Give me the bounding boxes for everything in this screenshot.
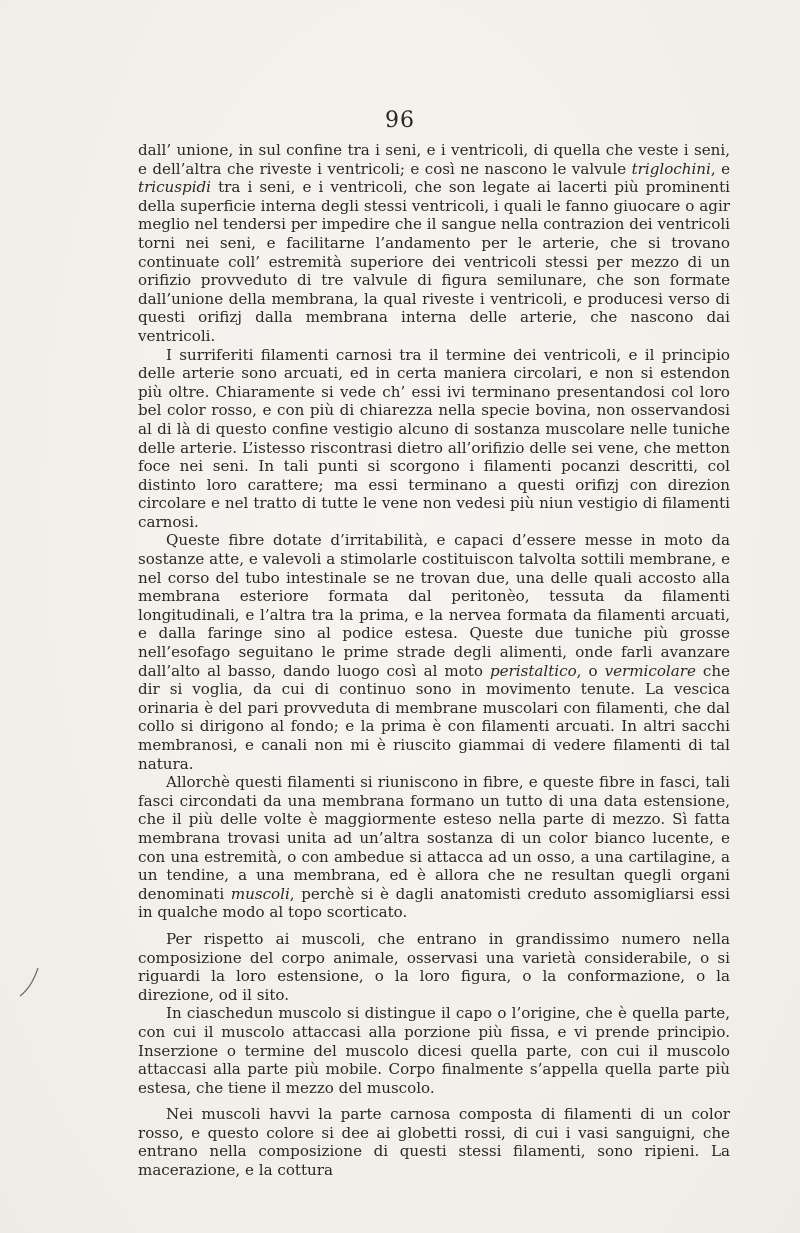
text-run: , e xyxy=(710,159,731,178)
text-run: In ciaschedun muscolo si distingue il capo o l’origine, che è quella parte, con cui il muscolo attaccasi alla porzione più fissa, e vi prende principio. Inserzione o termine del muscolo dicesi quella parte, con cui il muscolo attaccasi alla parte più mobile. Corpo finalmente s’appella quella parte più estesa, che tiene il mezzo del muscolo. xyxy=(138,1004,730,1097)
paragraph-4 xyxy=(138,773,730,922)
text-run: che dir si voglia, da cui di continuo sono in movimento tenute. La vescica orinaria è del pari provveduta di membrane muscolari con filamenti, che dal collo si dirigono al fondo; e la prima è con filamenti arcuati. In altri sacchi membranosi, e canali non mi è riuscito giammai di vedere filamenti di tal natura. xyxy=(138,661,731,773)
text-run: Queste fibre dotate d’irritabilità, e capaci d’essere messe in moto da sostanze atte, e valevoli a stimolarle costituiscon talvolta sottili membrane, e nel corso del tubo intestinale se ne trovan due, una delle quali accosto alla membrana esteriore formata dal peritonèo, tessuta da filamenti longitudinali, e l’altra tra la prima, e la nervea formata da filamenti arcuati, e dalla faringe sino al podice estesa. Queste due tuniche più grosse nell’esofago seguitano le prime strade degli alimenti, onde farli avanzare dall’alto al basso, dando luogo così al moto xyxy=(138,531,730,680)
paragraph-1 xyxy=(138,141,730,346)
italic-term: tricuspidi xyxy=(138,178,212,197)
text-run: Per rispetto ai muscoli, che entrano in grandissimo numero nella composizione del corpo animale, osservasi una varietà considerabile, o si riguardi la loro estensione, o la loro figura, o la conformazione, o la direzione, od il sito. xyxy=(138,929,730,1004)
italic-term: triglochini xyxy=(631,159,711,178)
margin-pencil-mark xyxy=(18,966,40,998)
text-run: Nei muscoli havvi la parte carnosa composta di filamenti di un color rosso, e questo colore si dee ai globetti rossi, di cui i vasi sanguigni, che entrano nella composizione di questi stessi filamenti, sono ripieni. La macerazione, e la cottura xyxy=(138,1105,730,1180)
paragraph-2 xyxy=(138,346,730,532)
italic-term: peristaltico xyxy=(489,661,577,680)
paragraph-7 xyxy=(138,1105,730,1179)
italic-term: vermicolare xyxy=(604,661,696,680)
paragraph-6 xyxy=(138,1004,730,1097)
text-run: Allorchè questi filamenti si riuniscono in fibre, e queste fibre in fasci, tali fasci circondati da una membrana formano un tutto di una data estensione, che il più delle volte è maggiormente esteso nella parte di mezzo. Sì fatta membrana trovasi unita ad un’altra sostanza di un color bianco lucente, e con una estremità, o con ambedue si attacca ad un osso, a una cartilagine, a un tendine, a una membrana, ed è allora che ne resultan quegli organi denominati xyxy=(138,773,730,903)
text-run: , o xyxy=(576,661,605,680)
paragraph-5 xyxy=(138,930,730,1004)
text-run: , perchè si è dagli anatomisti creduto assomigliarsi essi in qualche modo al topo scorticato. xyxy=(138,884,731,922)
page-number: 96 xyxy=(385,108,415,133)
paragraph-3 xyxy=(138,531,730,773)
text-run: dall’ unione, in sul confine tra i seni, e i ventricoli, di quella che veste i seni, e dell’altra che riveste i ventricoli; e così ne nascono le valvule xyxy=(138,141,730,178)
text-run: tra i seni, e i ventricoli, che son legate ai lacerti più prominenti della superficie interna degli stessi ventricoli, i quali le fanno giuocare o agir meglio nel tendersi per impedire che il sangue nella contrazion dei ventricoli torni nei seni, e facilitarne l’andamento per le arterie, che si trovano continuate coll’ estremità superiore dei ventricoli stessi per mezzo di un orifizio provveduto di tre valvule di figura semilunare, che son formate dall’unione della membrana, la qual riveste i ventricoli, e producesi verso di questi orifizj dalla membrana interna delle arterie, che nascono dai ventricoli. xyxy=(138,178,730,345)
body-text xyxy=(138,141,730,1180)
text-run: I surriferiti filamenti carnosi tra il termine dei ventricoli, e il principio delle arterie sono arcuati, ed in certa maniera circolari, e non si estendon più oltre. Chiaramente si vede ch’ essi ivi terminano presentandosi col loro bel color rosso, e con più di chiarezza nella specie bovina, non osservandosi al di là di questo confine vestigio alcuno di sostanza muscolare nelle tuniche delle arterie. L’istesso riscontrasi dietro all’orifizio delle sei vene, che metton foce nei seni. In tali punti si scorgono i filamenti pocanzi descritti, col distinto loro carattere; ma essi terminano a questi orifizj con direzion circolare e nel tratto di tutte le vene non vedesi più niun vestigio di filamenti carnosi. xyxy=(138,345,730,531)
italic-term: muscoli xyxy=(230,884,290,903)
